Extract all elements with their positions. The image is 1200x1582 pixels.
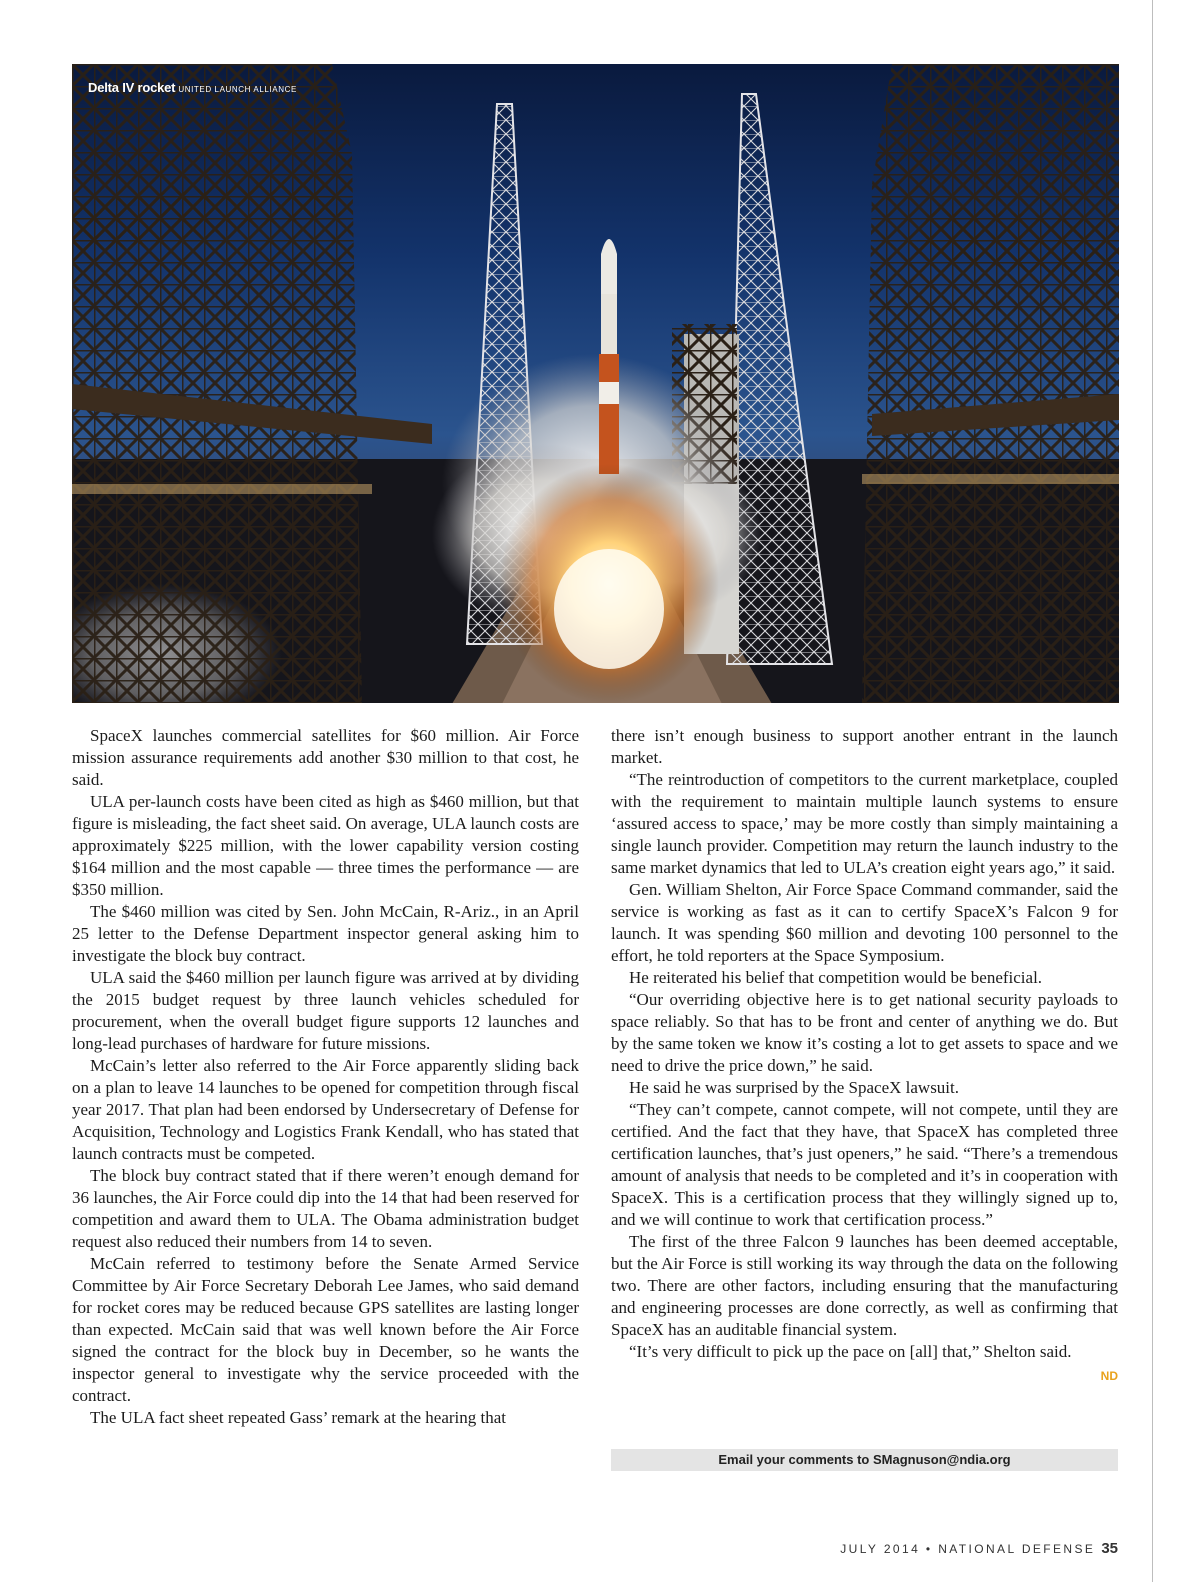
page-edge-rule: [1152, 0, 1153, 1582]
paragraph-final: [611, 1341, 1118, 1383]
paragraph: “The reintroduction of competitors to the current marketplace, coupled with the requirement to maintain multiple launch systems to ensure ‘assured access to space,’ may be more costly than simply maintaining a single launch provider. Competition may return the launch industry to the same market dynamics that led to ULA’s creation eight years ago,” it said.: [611, 770, 1118, 877]
paragraph: Gen. William Shelton, Air Force Space Command commander, said the service is working as fast as it can to certify SpaceX’s Falcon 9 for launch. It was spending $60 million and devoting 100 personnel to the effort, he told reporters at the Space Symposium.: [611, 880, 1118, 965]
photo-credit: UNITED LAUNCH ALLIANCE: [178, 85, 297, 94]
photo-caption-title: Delta IV rocket: [88, 80, 176, 95]
paragraph: McCain’s letter also referred to the Air Force apparently sliding back on a plan to leave 14 launches to be opened for competition through fiscal year 2017. That plan had been endorsed by Undersecretary of Defense for Acquisition, Technology and Logistics Frank Kendall, who has stated that launch contracts must be competed.: [72, 1056, 579, 1163]
paragraph-final-text: “It’s very difficult to pick up the pace on [all] that,” Shelton said.: [629, 1342, 1072, 1361]
paragraph: “They can’t compete, cannot compete, will not compete, until they are certified. And the fact that they have, that SpaceX has completed three certification launches, that’s just openers,” he said. “There’s a tremendous amount of analysis that needs to be completed and it’s in cooperation with SpaceX. This is a certification process that they willingly signed up to, and we will continue to work that certification process.”: [611, 1100, 1118, 1229]
article-column-left: [72, 725, 579, 1429]
issue-label: JULY 2014 • NATIONAL DEFENSE: [840, 1542, 1096, 1556]
launch-scene-illustration: [72, 64, 1119, 703]
paragraph: there isn’t enough business to support another entrant in the launch market.: [611, 726, 1118, 767]
paragraph: He reiterated his belief that competition would be beneficial.: [629, 968, 1043, 987]
paragraph: “Our overriding objective here is to get national security payloads to space reliably. So that has to be front and center of anything we do. But by the same token we know it’s costing a lot to get assets to space and we need to drive the price down,” he said.: [611, 990, 1118, 1075]
paragraph: He said he was surprised by the SpaceX lawsuit.: [629, 1078, 960, 1097]
rocket-launch-photo: [72, 64, 1119, 703]
end-mark: ND: [1100, 1369, 1118, 1383]
email-link[interactable]: SMagnuson@ndia.org: [872, 1452, 1011, 1467]
email-prefix: Email your comments to: [718, 1452, 873, 1467]
paragraph: The ULA fact sheet repeated Gass’ remark at the hearing that: [90, 1408, 506, 1427]
paragraph: The first of the three Falcon 9 launches has been deemed acceptable, but the Air Force is still working its way through the data on the following two. There are other factors, including ensuring that the manufacturing and engineering processes are done correctly, as well as confirming that SpaceX has an auditable financial system.: [611, 1232, 1118, 1339]
paragraph: The $460 million was cited by Sen. John McCain, R-Ariz., in an April 25 letter to the Defense Department inspector general asking him to investigate the block buy contract.: [72, 902, 579, 965]
paragraph: McCain referred to testimony before the Senate Armed Service Committee by Air Force Secretary Deborah Lee James, who said demand for rocket cores may be reduced because GPS satellites are lasting longer than expected. McCain said that was well known before the Air Force signed the contract for the block buy in December, so he wants the inspector general to investigate why the service proceeded with the contract.: [72, 1254, 579, 1405]
email-comments-bar: [611, 1449, 1118, 1471]
page-footer: [840, 1540, 1118, 1558]
paragraph: ULA said the $460 million per launch figure was arrived at by dividing the 2015 budget request by three launch vehicles scheduled for procurement, when the overall budget figure supports 12 launches and long-lead purchases of hardware for future missions.: [72, 968, 579, 1053]
paragraph: The block buy contract stated that if there weren’t enough demand for 36 launches, the Air Force could dip into the 14 that had been reserved for competition and award them to ULA. The Obama administration budget request also reduced their numbers from 14 to seven.: [72, 1166, 579, 1251]
paragraph: SpaceX launches commercial satellites for $60 million. Air Force mission assurance requirements add another $30 million to that cost, he said.: [72, 726, 579, 789]
photo-caption: [88, 79, 297, 97]
paragraph: ULA per-launch costs have been cited as high as $460 million, but that figure is misleading, the fact sheet said. On average, ULA launch costs are approximately $225 million, with the lower capability version costing $164 million and the most capable — three times the performance — are $350 million.: [72, 792, 579, 899]
page-number: 35: [1101, 1540, 1118, 1557]
article-column-right: [611, 725, 1118, 1387]
